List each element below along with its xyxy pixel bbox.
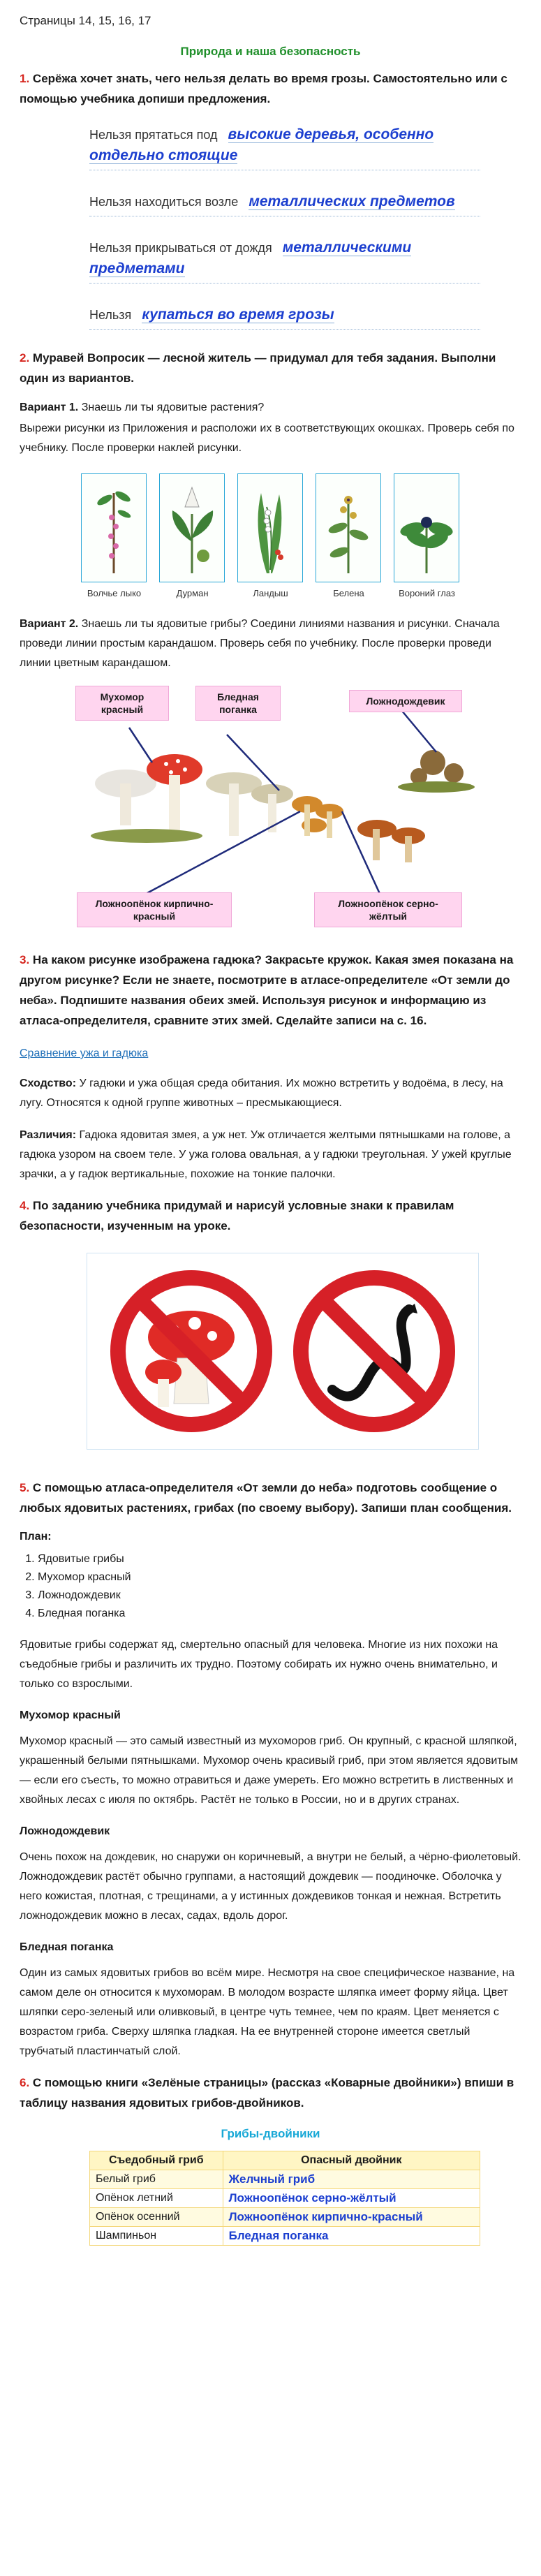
label-amanita: Мухомор красный xyxy=(75,686,169,721)
variant1-line xyxy=(20,398,521,418)
task4-text: По заданию учебника придумай и нарисуй условные знаки к правилам безопасности, изученным на уроке. xyxy=(20,1199,454,1232)
fill-answer: металлическими предметами xyxy=(89,240,412,277)
task5-question xyxy=(20,1478,521,1518)
fill-row xyxy=(89,304,480,330)
plant-caption: Дурман xyxy=(176,588,209,598)
section-text-amanita: Мухомор красный — это самый известный из мухоморов гриб. Он крупный, с красной шляпкой, украшенный белыми пятнышками. Мухомор очень красивый гриб, при этом является ядовитым — если его съесть, то можно отравиться и даже умереть. Его можно встретить в лиственных и хвойных лесах с июля по октябрь. Растёт не только в России, но и в других странах. xyxy=(20,1735,519,1806)
task3-text: На каком рисунке изображена гадюка? Закрасьте кружок. Какая змея показана на другом рисунке? Если не знаете, посмотрите в атласе-определителе «От земли до неба». Подпишите названия обеих змей. Используя рисунок и информацию из атласа-определителя, сравните этих змей. Сделайте записи на с. 16. xyxy=(20,953,514,1027)
task6-text: С помощью книги «Зелёные страницы» (рассказ «Коварные двойники») впиши в таблицу названия ядовитых грибов-двойников. xyxy=(20,2076,514,2110)
task2-number: 2. xyxy=(20,351,30,365)
similarity-paragraph xyxy=(20,1074,521,1113)
plant-card xyxy=(316,473,383,599)
section-title-death-cap: Бледная поганка xyxy=(20,1941,114,1953)
fill-prefix: Нельзя xyxy=(89,308,132,322)
task6-question xyxy=(20,2073,521,2113)
task3-number: 3. xyxy=(20,953,30,966)
label-brick-honey: Ложноопёнок кирпично-красный xyxy=(77,892,232,927)
table-cell: Бледная поганка xyxy=(223,2227,480,2246)
table-cell: Опёнок летний xyxy=(90,2189,223,2208)
plant-card xyxy=(81,473,148,599)
task1-question xyxy=(20,68,521,109)
variant1-instructions: Вырежи рисунки из Приложения и расположи их в соответствующих окошках. Проверь себя по учебнику. После проверки наклей рисунки. xyxy=(20,422,514,454)
table-cell: Желчный гриб xyxy=(223,2170,480,2189)
table-cell: Ложноопёнок кирпично-красный xyxy=(223,2208,480,2227)
fill-answer: купаться во время грозы xyxy=(142,307,334,323)
section-text-death-cap: Один из самых ядовитых грибов во всём мире. Несмотря на свое специфическое название, на самом деле он относится к мухоморам. В молодом возрасте шляпка имеет форму яйца. Цвет шляпки серо-зеленый или оливковый, в центре чуть темнее, чем по краям. Цвет меняется с возрастом гриба. Сверху шляпка гладкая. На ее внутренней стороне имеется светлый трубчатый пластинчатый слой. xyxy=(20,1967,515,2057)
variant1-question: Знаешь ли ты ядовитые растения? xyxy=(81,402,265,413)
plant-card xyxy=(237,473,304,599)
plan-label: План: xyxy=(20,1531,52,1543)
section-title-amanita: Мухомор красный xyxy=(20,1709,121,1721)
fill-answer: металлических предметов xyxy=(249,193,455,209)
plan-item: 1. Ядовитые грибы xyxy=(38,1550,521,1568)
fill-row xyxy=(89,237,480,284)
plant-caption: Вороний глаз xyxy=(399,588,455,598)
table-row xyxy=(90,2208,480,2227)
table-cell: Белый гриб xyxy=(90,2170,223,2189)
variant1-title: Вариант 1. xyxy=(20,402,79,413)
variant2-text xyxy=(20,614,521,673)
task1-number: 1. xyxy=(20,72,30,85)
task1-text: Серёжа хочет знать, чего нельзя делать во время грозы. Самостоятельно или с помощью учебника допиши предложения. xyxy=(20,72,507,105)
plant-card xyxy=(159,473,226,599)
mushroom-matching-figure xyxy=(70,686,489,930)
task1-fill-lines xyxy=(89,124,480,330)
plant-card xyxy=(394,473,461,599)
table-cell: Опёнок осенний xyxy=(90,2208,223,2227)
difference-paragraph xyxy=(20,1126,521,1184)
fill-row xyxy=(89,124,480,170)
table-header-row xyxy=(90,2151,480,2170)
section-title-puffball: Ложнодождевик xyxy=(20,1825,110,1837)
similarity-label: Сходство: xyxy=(20,1077,77,1089)
table-row xyxy=(90,2170,480,2189)
table-header: Опасный двойник xyxy=(223,2151,480,2170)
plan-item: 2. Мухомор красный xyxy=(38,1568,521,1587)
fill-answer: высокие деревья, особенно отдельно стоящие xyxy=(89,126,434,163)
task3-question xyxy=(20,950,521,1031)
task2-question xyxy=(20,348,521,388)
table-title: Грибы-двойники xyxy=(221,2127,320,2140)
dotted-line xyxy=(89,168,480,170)
plant-image xyxy=(159,473,225,582)
plant-image xyxy=(237,473,303,582)
difference-text: Гадюка ядовитая змея, а уж нет. Уж отличается желтыми пятнышками на голове, а гадюка узором на своем теле. У ужа голова овальная, а у гадюки треугольная. У ужей круглые зрачки, а у гадюк вертикальные, похожие на тонкие палочки. xyxy=(20,1129,512,1180)
plant-image xyxy=(81,473,147,582)
plant-cards xyxy=(20,473,521,599)
table-header: Съедобный гриб xyxy=(90,2151,223,2170)
no-mushroom-sign-icon xyxy=(108,1267,275,1435)
variant2-instructions: Знаешь ли ты ядовитые грибы? Соедини линиями названия и рисунки. Сначала проведи линии простым карандашом. Проверь себя по учебнику. После проверки проведи линии цветным карандашом. xyxy=(20,618,500,669)
report-intro: Ядовитые грибы содержат яд, смертельно опасный для человека. Многие из них похожи на съедобные грибы и различить их трудно. Поэтому собирать их нужно очень внимательно, и только со взрослыми. xyxy=(20,1639,498,1690)
variant2-title: Вариант 2. xyxy=(20,618,79,630)
twins-table xyxy=(89,2151,480,2246)
no-snake-sign-icon xyxy=(290,1267,458,1435)
comparison-link[interactable]: Сравнение ужа и гадюка xyxy=(20,1047,149,1059)
plant-image xyxy=(316,473,381,582)
task4-question xyxy=(20,1195,521,1236)
plant-caption: Волчье лыко xyxy=(87,588,142,598)
plant-image xyxy=(394,473,459,582)
table-cell: Шампиньон xyxy=(90,2227,223,2246)
page-numbers: Страницы 14, 15, 16, 17 xyxy=(20,14,151,27)
section-text-puffball: Очень похож на дождевик, но снаружи он коричневый, а внутри не белый, а чёрно-фиолетовый. Ложнодождевик растёт обычно группами, а настоящий дождевик — поодиночке. Оболочка у него кожистая, плотная, с трещинами, а у истинных дождевиков тонкая и нежная. Встретить ложнодождевик можно в лесах, садах, вдоль дорог. xyxy=(20,1851,521,1922)
topic-title: Природа и наша безопасность xyxy=(180,45,361,58)
table-cell: Ложноопёнок серно-жёлтый xyxy=(223,2189,480,2208)
safety-signs xyxy=(87,1253,479,1450)
table-row xyxy=(90,2189,480,2208)
label-death-cap: Бледная поганка xyxy=(195,686,281,721)
plan-item: 3. Ложнодождевик xyxy=(38,1587,521,1605)
fill-prefix: Нельзя прикрываться от дождя xyxy=(89,241,272,255)
task2-text: Муравей Вопросик — лесной житель — придумал для тебя задания. Выполни один из вариантов. xyxy=(20,351,496,385)
table-row xyxy=(90,2227,480,2246)
dotted-line xyxy=(89,214,480,216)
task5-number: 5. xyxy=(20,1481,30,1494)
label-sulfur-honey: Ложноопёнок серно-жёлтый xyxy=(314,892,462,927)
similarity-text: У гадюки и ужа общая среда обитания. Их можно встретить у водоёма, в лесу, на лугу. Относятся к одной группе животных – пресмыкающиеся. xyxy=(20,1077,503,1109)
plant-caption: Ландыш xyxy=(253,588,288,598)
fill-prefix: Нельзя находиться возле xyxy=(89,195,239,209)
dotted-line xyxy=(89,281,480,284)
fill-prefix: Нельзя прятаться под xyxy=(89,128,218,142)
fill-row xyxy=(89,191,480,216)
plant-caption: Белена xyxy=(333,588,364,598)
task4-number: 4. xyxy=(20,1199,30,1212)
task6-number: 6. xyxy=(20,2076,30,2089)
difference-label: Различия: xyxy=(20,1129,77,1141)
label-puffball: Ложнодождевик xyxy=(349,690,462,712)
task5-text: С помощью атласа-определителя «От земли до неба» подготовь сообщение о любых ядовитых растениях, грибах (по своему выбору). Запиши план сообщения. xyxy=(20,1481,512,1515)
dotted-line xyxy=(89,327,480,330)
plan-item: 4. Бледная поганка xyxy=(38,1605,521,1623)
plan-list xyxy=(20,1550,521,1623)
